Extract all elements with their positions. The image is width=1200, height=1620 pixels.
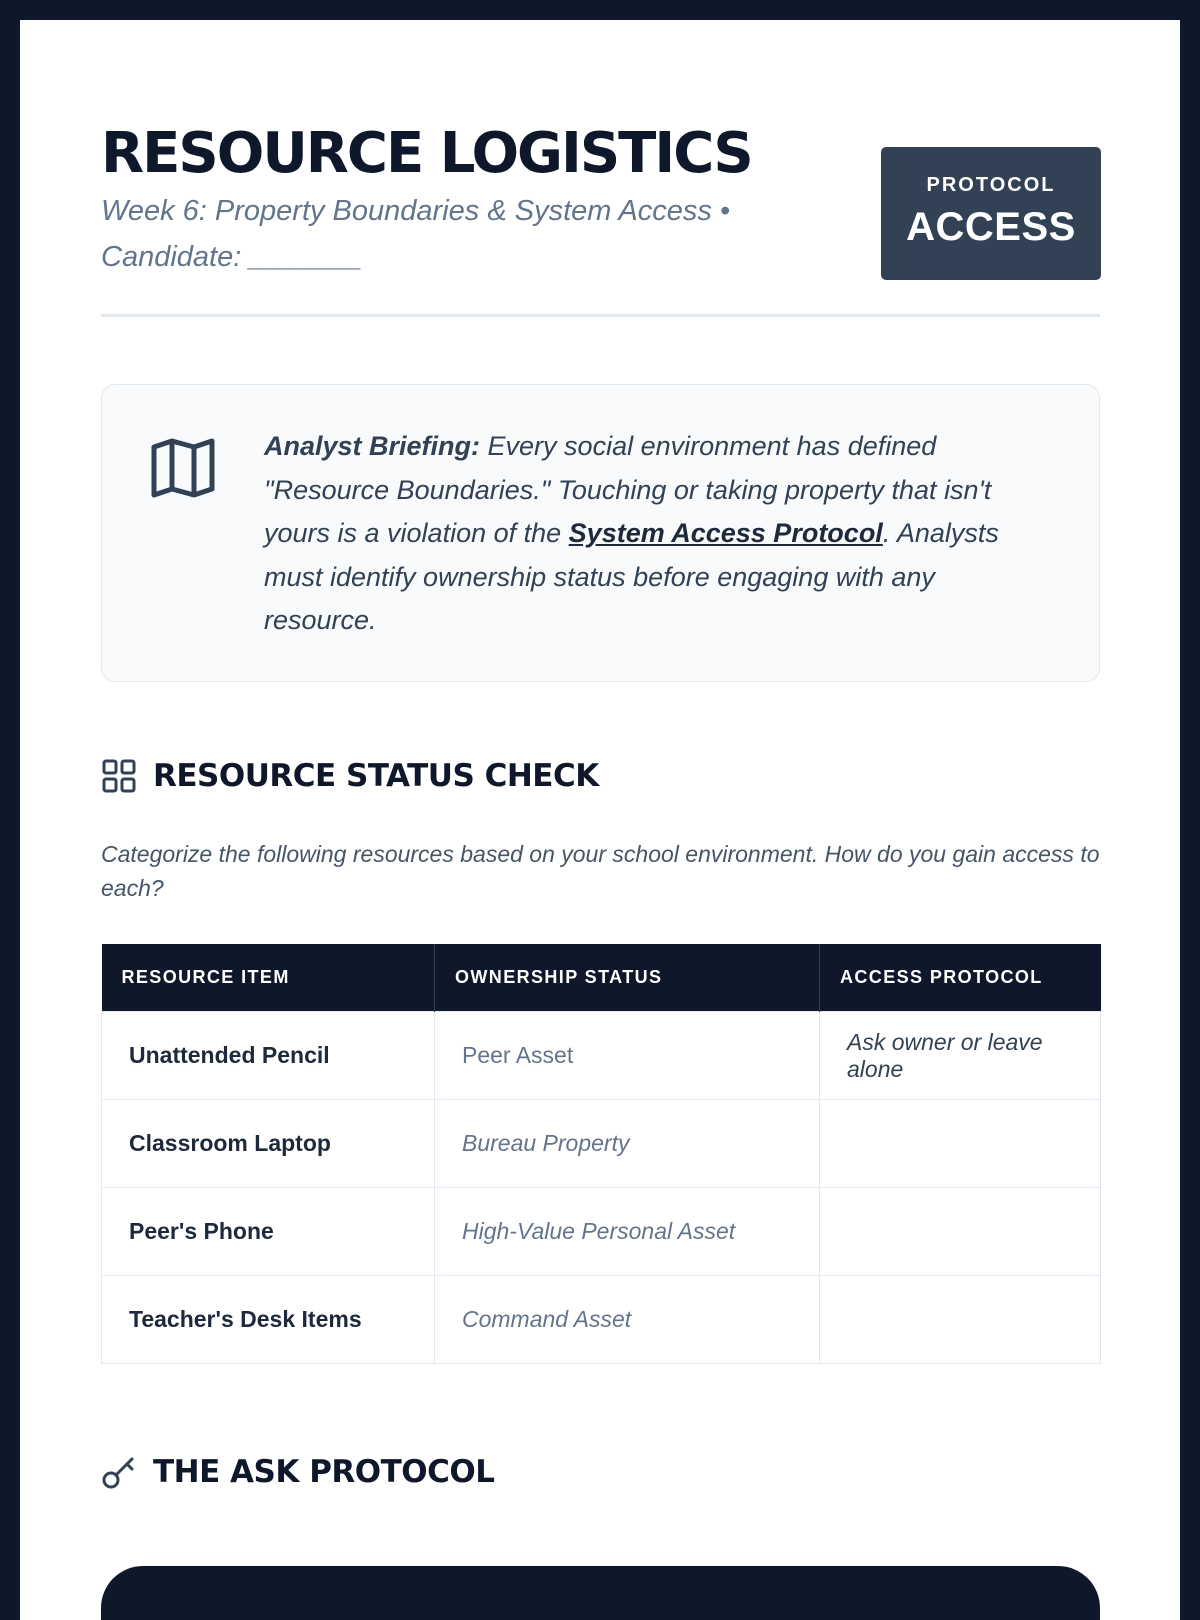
table-row <box>102 1188 1101 1276</box>
ownership-status-cell: High-Value Personal Asset <box>435 1188 820 1276</box>
resource-item-cell: Teacher's Desk Items <box>102 1276 435 1364</box>
ownership-status-cell: Command Asset <box>435 1276 820 1364</box>
status-section-heading <box>101 756 1100 796</box>
resource-item-cell: Classroom Laptop <box>102 1100 435 1188</box>
page-title: RESOURCE LOGISTICS <box>101 121 752 186</box>
resource-status-table <box>101 944 1101 1364</box>
status-instructions: Categorize the following resources based on your school environment. How do you gain access to each? <box>101 841 1100 901</box>
key-icon <box>101 1454 137 1490</box>
ask-protocol-panel <box>101 1566 1100 1620</box>
grid-icon <box>101 758 137 794</box>
table-row <box>102 1012 1101 1100</box>
header-divider <box>101 314 1100 317</box>
ownership-status-cell: Peer Asset <box>435 1012 820 1100</box>
col-header-ownership-status: OWNERSHIP STATUS <box>435 944 820 1012</box>
briefing-text <box>264 425 1054 643</box>
badge-label: PROTOCOL <box>926 174 1056 196</box>
status-section-title: RESOURCE STATUS CHECK <box>153 758 599 794</box>
resource-item-cell: Peer's Phone <box>102 1188 435 1276</box>
access-protocol-cell[interactable] <box>820 1100 1101 1188</box>
access-protocol-cell[interactable] <box>820 1276 1101 1364</box>
ask-section-title: THE ASK PROTOCOL <box>153 1454 495 1490</box>
worksheet-page <box>20 20 1180 1620</box>
ask-section-heading <box>101 1452 1100 1492</box>
map-icon <box>148 433 218 503</box>
table-row <box>102 1100 1101 1188</box>
briefing-body-end: . Analysts must identify ownership status before engaging with any resource. <box>264 518 999 635</box>
page-subtitle: Week 6: Property Boundaries & System Access • Candidate: _______ <box>101 195 731 273</box>
access-protocol-cell[interactable]: Ask owner or leave alone <box>820 1012 1101 1100</box>
access-protocol-cell[interactable] <box>820 1188 1101 1276</box>
table-header-row <box>102 944 1101 1012</box>
protocol-badge <box>881 147 1101 280</box>
badge-value: ACCESS <box>906 205 1076 249</box>
col-header-access-protocol: ACCESS PROTOCOL <box>820 944 1101 1012</box>
col-header-resource-item: RESOURCE ITEM <box>102 944 435 1012</box>
briefing-body-start: Every social environment has defined "Resource Boundaries." Touching or taking property that isn't yours is a violation of the <box>264 431 992 548</box>
table-row <box>102 1276 1101 1364</box>
analyst-briefing <box>101 384 1100 682</box>
system-access-protocol-link[interactable]: System Access Protocol <box>568 518 883 548</box>
briefing-label: Analyst Briefing: <box>264 431 481 461</box>
header <box>101 98 1100 338</box>
ownership-status-cell: Bureau Property <box>435 1100 820 1188</box>
resource-item-cell: Unattended Pencil <box>102 1012 435 1100</box>
